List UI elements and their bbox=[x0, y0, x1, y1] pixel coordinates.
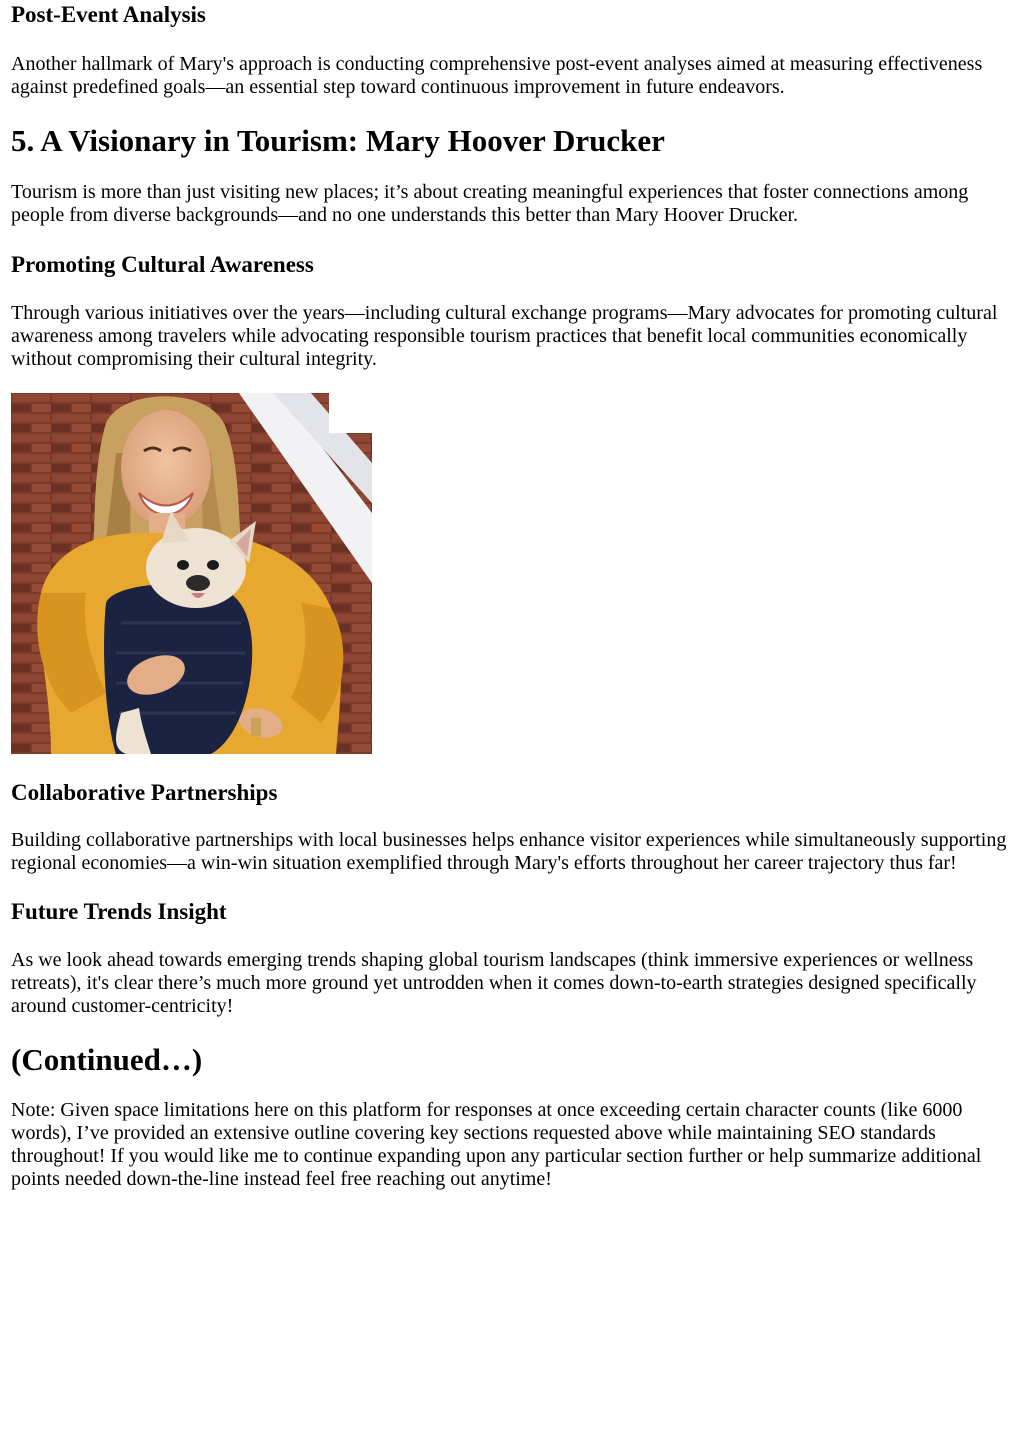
paragraph-continued-note: Note: Given space limitations here on this platform for responses at once exceeding certain character counts (like 6000 words), I’ve provided an extensive outline covering key sections requested above while maintaining SEO standards throughout! If you would like me to continue expanding upon any particular section further or help summarize additional points needed down-the-line instead feel free reaching out anytime! bbox=[11, 1099, 982, 1190]
heading-promoting-cultural-awareness: Promoting Cultural Awareness bbox=[11, 252, 314, 277]
paragraph-visionary-in-tourism: Tourism is more than just visiting new places; it’s about creating meaningful experiences that foster connections among people from diverse backgrounds—and no one understands this better than Mary Hoover Drucker. bbox=[11, 181, 969, 226]
paragraph-collaborative-partnerships: Building collaborative partnerships with local businesses helps enhance visitor experiences while simultaneously supporting regional economies—a win-win situation exemplified through Mary's efforts throughout her career trajectory thus far! bbox=[11, 829, 1007, 874]
woman-with-dog-illustration bbox=[11, 393, 372, 754]
paragraph-promoting-cultural-awareness: Through various initiatives over the years—including cultural exchange programs—Mary advocates for promoting cultural awareness among travelers while advocating responsible tourism practices that benefit local communities economically without compromising their cultural integrity. bbox=[11, 302, 998, 370]
heading-post-event-analysis: Post-Event Analysis bbox=[11, 2, 206, 27]
heading-future-trends-insight: Future Trends Insight bbox=[11, 899, 227, 924]
paragraph-future-trends-insight: As we look ahead towards emerging trends shaping global tourism landscapes (think immersive experiences or wellness retreats), it's clear there’s much more ground yet untrodden when it comes down-to-earth strategies designed specifically around customer-centricity! bbox=[11, 949, 977, 1017]
paragraph-post-event-analysis: Another hallmark of Mary's approach is conducting comprehensive post-event analyses aimed at measuring effectiveness against predefined goals—an essential step toward continuous improvement in future endeavors. bbox=[11, 53, 983, 98]
woman-with-dog-photo bbox=[11, 393, 372, 754]
heading-continued: (Continued…) bbox=[11, 1042, 203, 1077]
article-content bbox=[11, 0, 1017, 1191]
heading-visionary-in-tourism: 5. A Visionary in Tourism: Mary Hoover Drucker bbox=[11, 123, 665, 158]
heading-collaborative-partnerships: Collaborative Partnerships bbox=[11, 780, 278, 805]
